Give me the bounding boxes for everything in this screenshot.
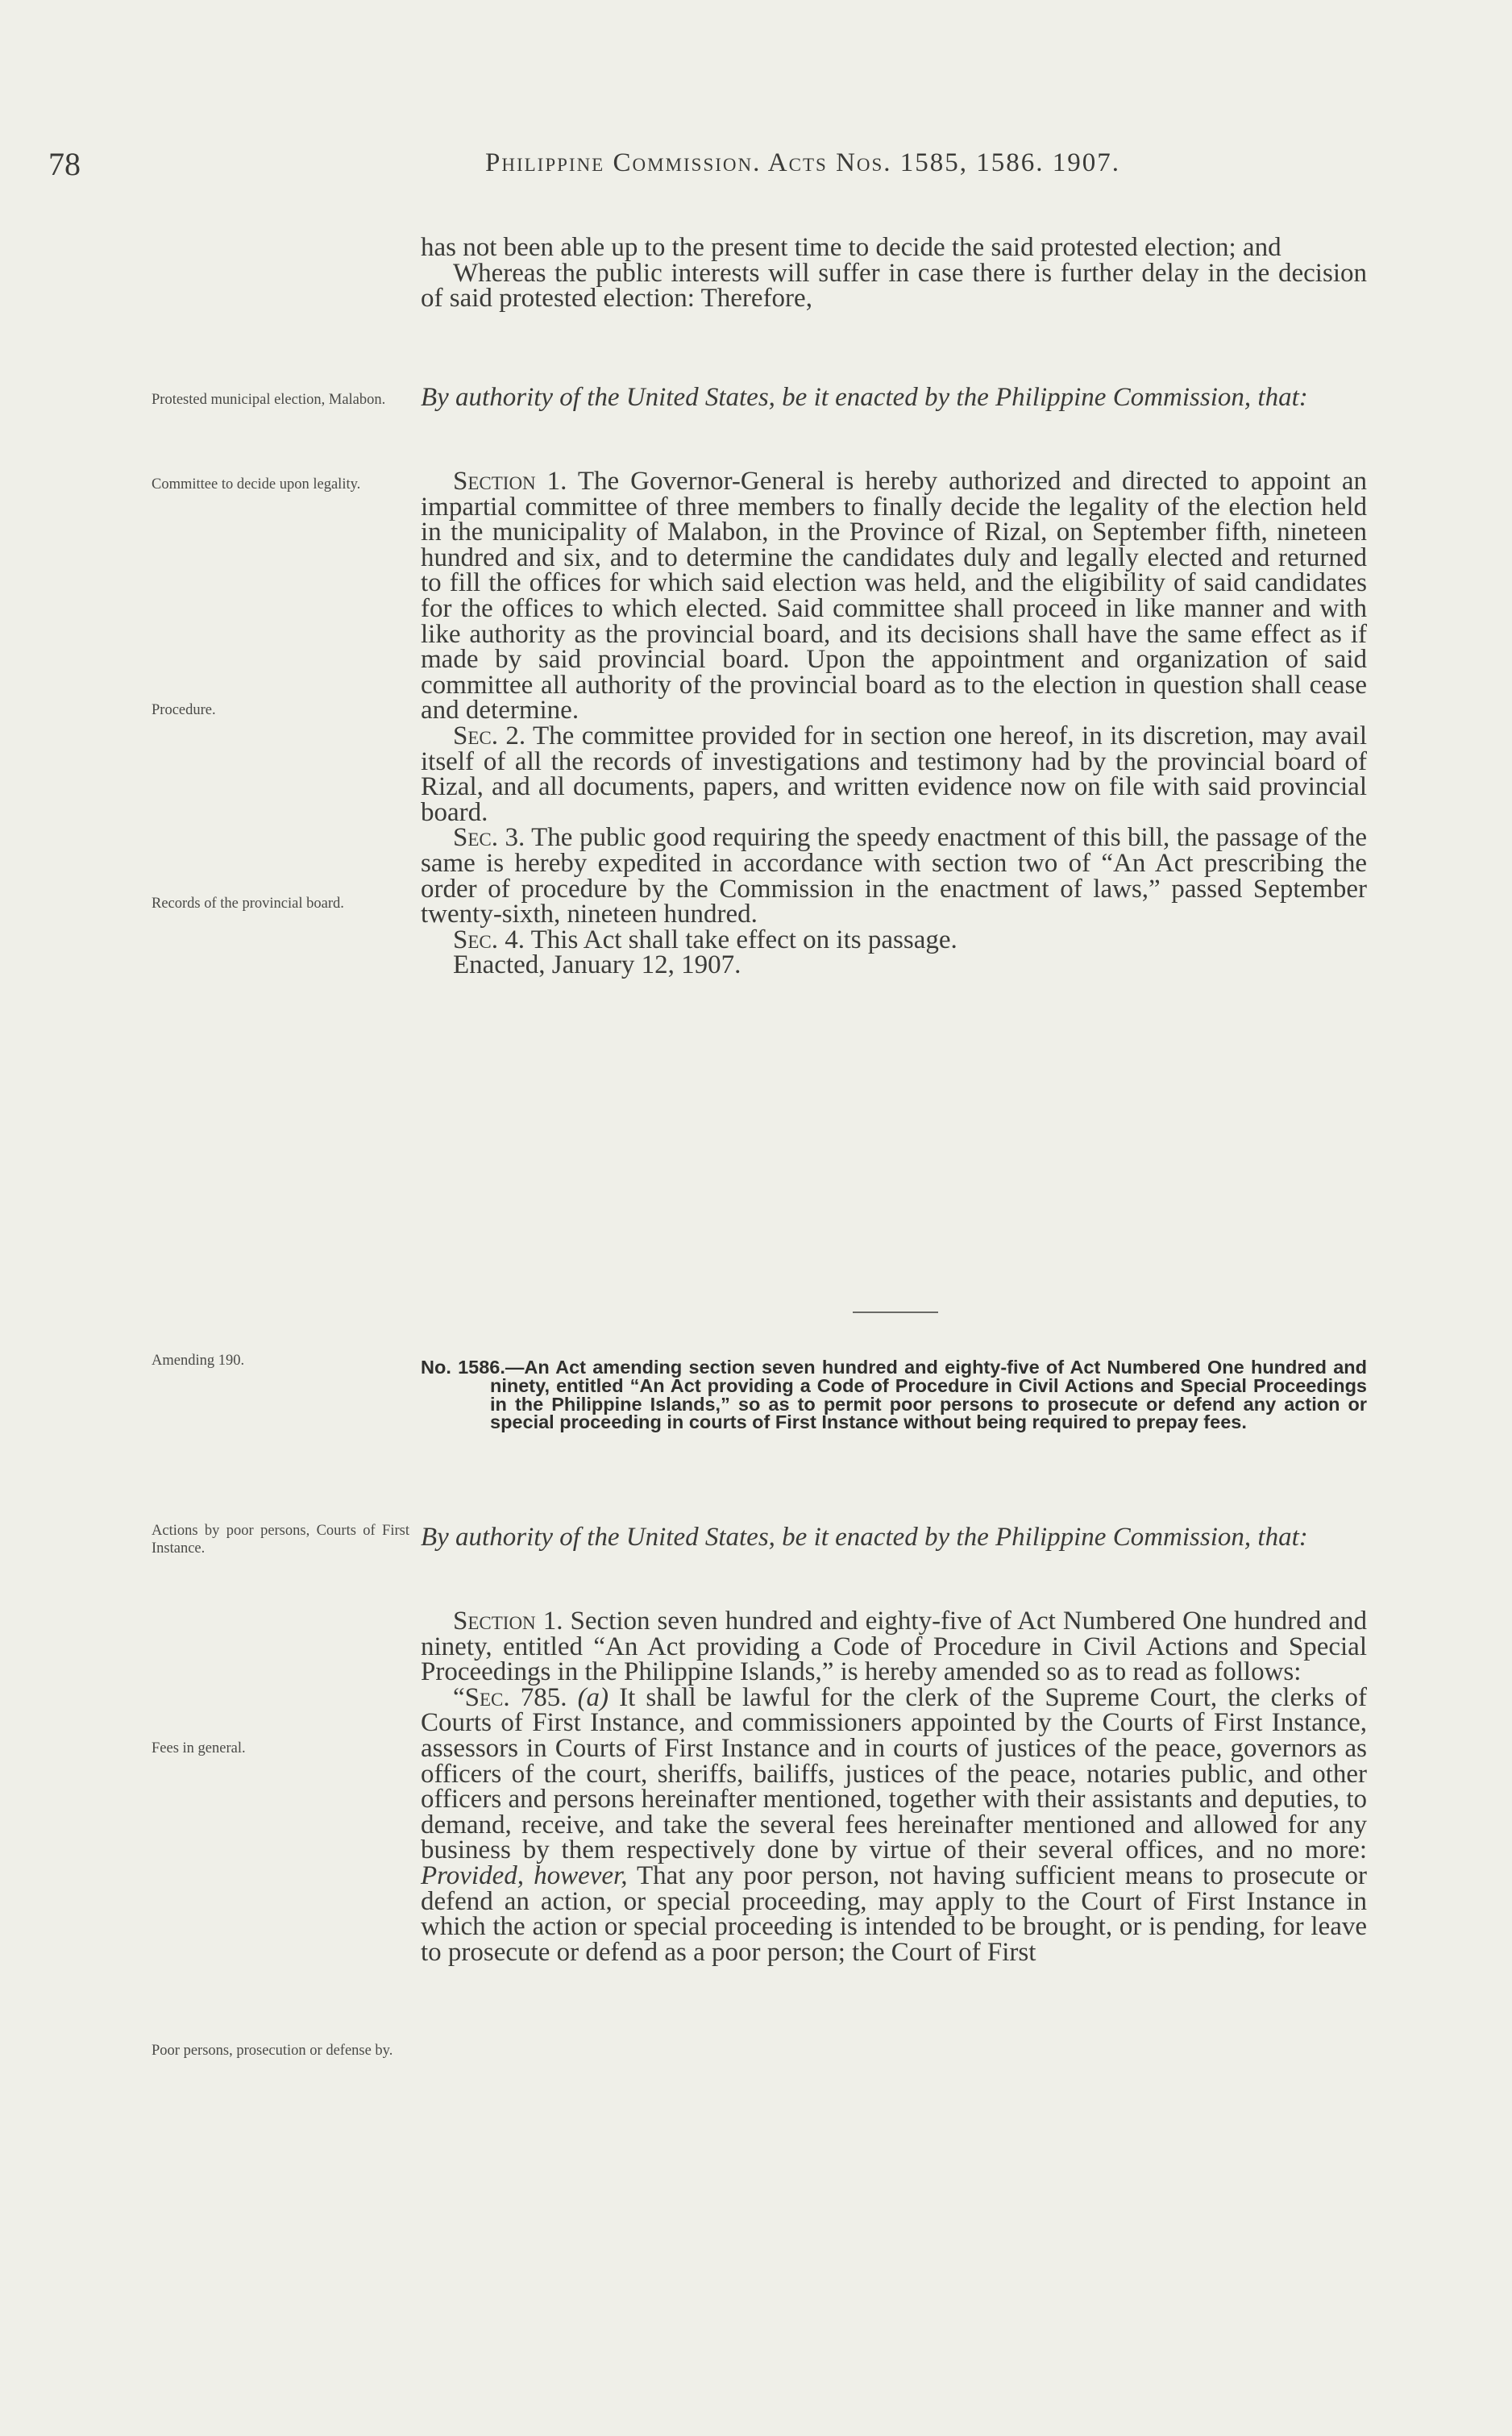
section-4: [421, 925, 1367, 954]
section-1-label: Section 1.: [453, 467, 567, 496]
act-1585-opening-block: [421, 235, 1367, 312]
act-1586-enacting-block: [421, 1525, 1367, 1551]
act-1586-title: No. 1586.—An Act amending section seven hundred and eighty-five of Act Numbered One hundred and ninety, entitled “An Act providing a Code of Procedure in Civil Actions and Special Proceedings in the Philippine Islands,” so as to permit poor persons to prosecute or defend any action or special proceeding in courts of First Instance without being required to prepay fees.: [421, 1357, 1367, 1433]
margin-note-protested-election: Protested municipal election, Malabon.: [152, 392, 386, 408]
act-1586-title-block: [421, 1358, 1367, 1432]
section-3-text: The public good requiring the speedy enactment of this bill, the passage of the same is hereby expedited in accordance with section two of “An Act prescribing the order of procedure by the Commission in the enactment of laws,” passed September twenty-sixth, nineteen hundred.: [421, 823, 1368, 929]
running-head: Philippine Commission. Acts Nos. 1585, 1586. 1907.: [485, 148, 1121, 177]
act-1586-section-1: [421, 1609, 1367, 1686]
section-4-text: This Act shall take effect on its passage.: [525, 925, 957, 954]
act-1586-section-1-text: Section seven hundred and eighty-five of Act Numbered One hundred and ninety, entitled “An Act providing a Code of Procedure in Civil Actions and Special Proceedings in the Philippine Islands,” is hereby amended so as to read as follows:: [421, 1607, 1367, 1687]
section-4-label: Sec. 4.: [453, 925, 525, 954]
section-785-label: “Sec. 785.: [453, 1682, 567, 1712]
section-785: [421, 1682, 1368, 1967]
section-2: [421, 721, 1367, 827]
margin-note-fees: Fees in general.: [152, 1740, 246, 1756]
section-2-label: Sec. 2.: [453, 721, 526, 750]
section-785-subsection-a: (a): [567, 1682, 609, 1712]
enacted-date: Enacted, January 12, 1907.: [453, 950, 741, 980]
margin-note-records: Records of the provincial board.: [152, 896, 344, 912]
margin-note-amending: Amending 190.: [152, 1353, 245, 1369]
act-1586-enacting-clause: By authority of the United States, be it enacted by the Philippine Commission, that:: [421, 1523, 1308, 1552]
margin-note-committee: Committee to decide upon legality.: [152, 476, 361, 493]
margin-note-actions-by-poor: Actions by poor persons, Courts of First Instance.: [152, 1523, 409, 1557]
section-785-rest: That any poor person, not having sufficient means to prosecute or defend an action, or special proceeding, may apply to the Court of First Instance in which the action or special proceeding is intended to be brought, or is pending, for leave to prosecute or defend as a poor person; the Court of First: [421, 1860, 1367, 1967]
margin-note-poor-persons: Poor persons, prosecution or defense by.: [152, 2043, 393, 2059]
act-1585-enacting-block: [421, 385, 1367, 411]
section-3-label: Sec. 3.: [453, 823, 525, 853]
margin-note-procedure: Procedure.: [152, 702, 216, 718]
section-divider: [853, 1312, 938, 1313]
act-1586-sections: [421, 1609, 1367, 1965]
section-785-text: It shall be lawful for the clerk of the Supreme Court, the clerks of Courts of First Instance, and commissioners appointed by the Courts of First Instance, assessors in Courts of First Instance and in courts of justices of the peace, governors as officers of the court, sheriffs, bailiffs, justices of the peace, notaries public, and other officers and persons hereinafter mentioned, together with their assistants and deputies, to demand, receive, and take the several fees hereinafter mentioned and allowed for any business by them respectively done by virtue of their several offices, and no more:: [421, 1682, 1368, 1865]
whereas-paragraph: Whereas the public interests will suffer in case there is further delay in the decision of said protested election: Therefore,: [421, 258, 1367, 314]
page-number: 78: [48, 146, 81, 182]
section-2-text: The committee provided for in section one hereof, in its discretion, may avail itself of all the records of investigations and testimony had by the provincial board of Rizal, and all documents, papers, and written evidence now on file with said provincial board.: [421, 721, 1367, 827]
proviso: Provided, however,: [421, 1860, 628, 1890]
opening-paragraph: has not been able up to the present time to decide the said protested election; and: [421, 233, 1281, 262]
section-1: [421, 469, 1367, 724]
act-1586-section-1-label: Section 1.: [453, 1607, 563, 1636]
section-3: [421, 825, 1367, 927]
section-1-text: The Governor-General is hereby authorized and directed to appoint an impartial committee of three members to finally decide the legality of the election held in the municipality of Malabon, in the Province of Rizal, on September fifth, nineteen hundred and six, and to determine the candidates duly and legally elected and returned to fill the offices for which said election was held, and the eligibility of said candidates for the offices to which elected. Said committee shall proceed in like manner and with like authority as the provincial board, and its decisions shall have the same effect as if made by said provincial board. Upon the appointment and organization of said committee all authority of the provincial board as to the election in question shall cease and determine.: [421, 467, 1368, 725]
act-1585-sections: [421, 469, 1367, 979]
enacting-clause: By authority of the United States, be it enacted by the Philippine Commission, that:: [421, 383, 1308, 412]
